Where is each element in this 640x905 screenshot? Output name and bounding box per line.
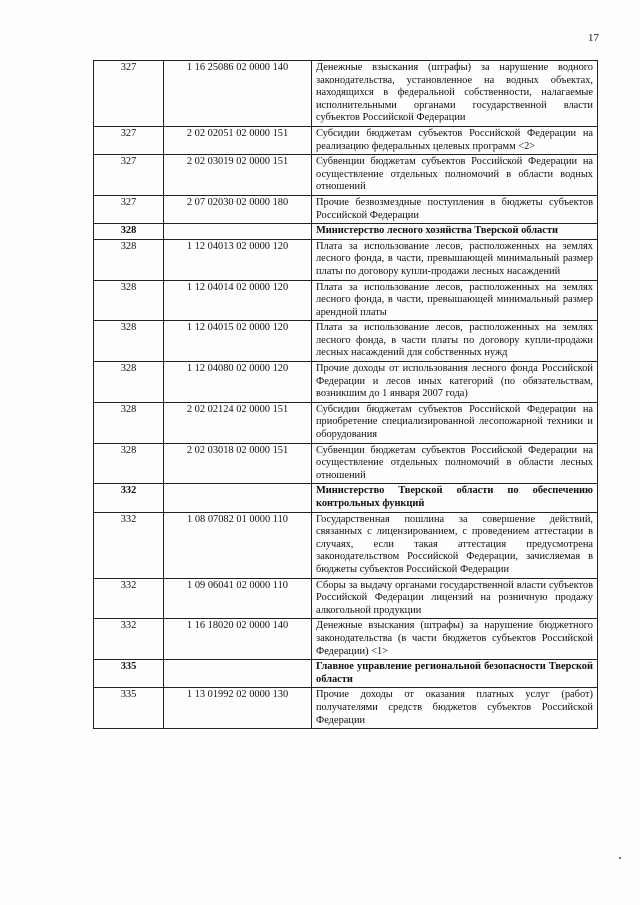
admin-code-cell: 328 xyxy=(94,321,164,362)
revenue-classification-table xyxy=(93,60,598,729)
table-row xyxy=(94,61,598,127)
revenue-code-cell: 1 12 04015 02 0000 120 xyxy=(164,321,312,362)
admin-code-cell: 328 xyxy=(94,280,164,321)
admin-code-cell: 335 xyxy=(94,660,164,688)
admin-code-cell: 327 xyxy=(94,126,164,154)
revenue-name-cell: Министерство Тверской области по обеспечению контрольных функций xyxy=(312,484,598,512)
revenue-name-cell: Субвенции бюджетам субъектов Российской Федерации на осуществление отдельных полномочий в области лесных отношений xyxy=(312,443,598,484)
admin-code-cell: 332 xyxy=(94,512,164,578)
table-row xyxy=(94,239,598,280)
admin-code-cell: 327 xyxy=(94,61,164,127)
revenue-code-cell xyxy=(164,484,312,512)
admin-code-cell: 332 xyxy=(94,619,164,660)
table-row xyxy=(94,443,598,484)
revenue-name-cell: Прочие доходы от использования лесного фонда Российской Федерации и лесов иных категорий (по обязательствам, возникшим до 1 января 2007 года) xyxy=(312,362,598,403)
revenue-code-cell: 2 02 03018 02 0000 151 xyxy=(164,443,312,484)
admin-code-cell: 332 xyxy=(94,484,164,512)
revenue-code-cell: 1 13 01992 02 0000 130 xyxy=(164,688,312,729)
table-row xyxy=(94,195,598,223)
revenue-code-cell: 1 08 07082 01 0000 110 xyxy=(164,512,312,578)
revenue-code-cell xyxy=(164,224,312,240)
table-row xyxy=(94,126,598,154)
table-row xyxy=(94,578,598,619)
admin-code-cell: 332 xyxy=(94,578,164,619)
admin-code-cell: 328 xyxy=(94,402,164,443)
revenue-code-cell: 2 02 02124 02 0000 151 xyxy=(164,402,312,443)
table-row xyxy=(94,688,598,729)
table-body xyxy=(94,61,598,729)
revenue-name-cell: Прочие доходы от оказания платных услуг (работ) получателями средств бюджетов субъектов Российской Федерации xyxy=(312,688,598,729)
revenue-name-cell: Плата за использование лесов, расположенных на землях лесного фонда, в части платы по договору купли-продажи лесных насаждений для собственных нужд xyxy=(312,321,598,362)
ministry-row xyxy=(94,484,598,512)
revenue-name-cell: Главное управление региональной безопасности Тверской области xyxy=(312,660,598,688)
revenue-name-cell: Денежные взыскания (штрафы) за нарушение водного законодательства, установленное на водных объектах, находящихся в федеральной собственности, налагаемые исполнительными органами государственной власти субъектов Российской Федерации xyxy=(312,61,598,127)
admin-code-cell: 328 xyxy=(94,443,164,484)
admin-code-cell: 327 xyxy=(94,155,164,196)
admin-code-cell: 327 xyxy=(94,195,164,223)
revenue-name-cell: Субсидии бюджетам субъектов Российской Федерации на реализацию федеральных целевых программ <2> xyxy=(312,126,598,154)
revenue-name-cell: Денежные взыскания (штрафы) за нарушение бюджетного законодательства (в части бюджетов субъектов Российской Федерации) <1> xyxy=(312,619,598,660)
revenue-name-cell: Прочие безвозмездные поступления в бюджеты субъектов Российской Федерации xyxy=(312,195,598,223)
revenue-code-cell: 1 16 25086 02 0000 140 xyxy=(164,61,312,127)
revenue-name-cell: Плата за использование лесов, расположенных на землях лесного фонда, в части, превышающей минимальный размер платы по договору купли-продажи лесных насаждений xyxy=(312,239,598,280)
ministry-row xyxy=(94,660,598,688)
revenue-code-cell: 2 02 02051 02 0000 151 xyxy=(164,126,312,154)
admin-code-cell: 335 xyxy=(94,688,164,729)
admin-code-cell: 328 xyxy=(94,362,164,403)
revenue-name-cell: Министерство лесного хозяйства Тверской области xyxy=(312,224,598,240)
revenue-name-cell: Субвенции бюджетам субъектов Российской Федерации на осуществление отдельных полномочий в области водных отношений xyxy=(312,155,598,196)
revenue-name-cell: Государственная пошлина за совершение действий, связанных с лицензированием, с проведением аттестации в случаях, если такая аттестация предусмотрена законодательством Российской Федерации, зачисляемая в бюджеты субъектов Российской Федерации xyxy=(312,512,598,578)
admin-code-cell: 328 xyxy=(94,239,164,280)
revenue-name-cell: Субсидии бюджетам субъектов Российской Федерации на приобретение специализированной лесопожарной техники и оборудования xyxy=(312,402,598,443)
admin-code-cell: 328 xyxy=(94,224,164,240)
revenue-code-cell: 2 02 03019 02 0000 151 xyxy=(164,155,312,196)
table-row xyxy=(94,155,598,196)
table-row xyxy=(94,280,598,321)
revenue-code-cell: 1 12 04013 02 0000 120 xyxy=(164,239,312,280)
revenue-code-cell xyxy=(164,660,312,688)
table-row xyxy=(94,362,598,403)
revenue-name-cell: Сборы за выдачу органами государственной власти субъектов Российской Федерации лицензий на розничную продажу алкогольной продукции xyxy=(312,578,598,619)
revenue-code-cell: 1 09 06041 02 0000 110 xyxy=(164,578,312,619)
table-row xyxy=(94,512,598,578)
revenue-name-cell: Плата за использование лесов, расположенных на землях лесного фонда, в части, превышающей минимальный размер арендной платы xyxy=(312,280,598,321)
table-row xyxy=(94,321,598,362)
table-row xyxy=(94,619,598,660)
revenue-code-cell: 2 07 02030 02 0000 180 xyxy=(164,195,312,223)
page-number: 17 xyxy=(588,32,599,44)
revenue-code-cell: 1 16 18020 02 0000 140 xyxy=(164,619,312,660)
ministry-row xyxy=(94,224,598,240)
revenue-code-cell: 1 12 04080 02 0000 120 xyxy=(164,362,312,403)
scan-speck xyxy=(619,857,621,859)
revenue-code-cell: 1 12 04014 02 0000 120 xyxy=(164,280,312,321)
table-row xyxy=(94,402,598,443)
